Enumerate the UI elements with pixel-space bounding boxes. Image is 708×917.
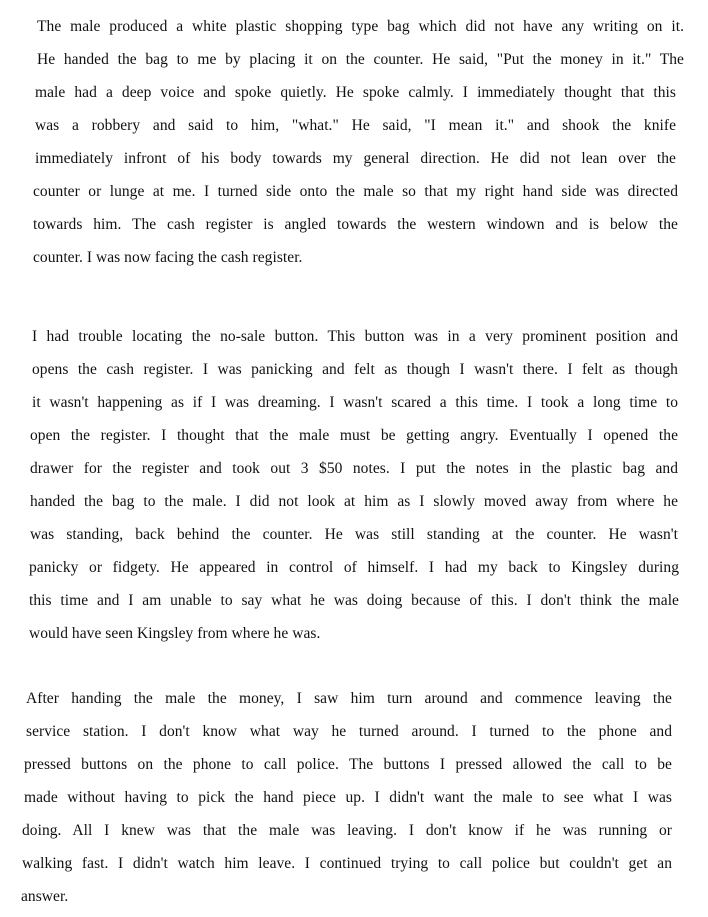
text-line: male had a deep voice and spoke quietly. He spoke calmly. I immediately thought that this xyxy=(35,84,676,101)
text-line: handed the bag to the male. I did not look at him as I slowly moved away from where he xyxy=(30,493,678,510)
text-line: towards him. The cash register is angled towards the western windown and is below the xyxy=(33,216,678,233)
text-line: doing. All I knew was that the male was leaving. I don't know if he was running or xyxy=(22,822,672,839)
text-line: was standing, back behind the counter. He was still standing at the counter. He wasn't xyxy=(30,526,678,543)
text-line: counter. I was now facing the cash register. xyxy=(33,249,303,266)
text-line: walking fast. I didn't watch him leave. I continued trying to call police but couldn't get an xyxy=(22,855,672,872)
text-line: counter or lunge at me. I turned side onto the male so that my right hand side was directed xyxy=(33,183,678,200)
paragraph-robbery-demand xyxy=(33,10,684,274)
text-line: immediately infront of his body towards my general direction. He did not lean over the xyxy=(35,150,676,167)
text-line: The male produced a white plastic shopping type bag which did not have any writing on it. xyxy=(37,18,684,35)
text-line: pressed buttons on the phone to call police. The buttons I pressed allowed the call to be xyxy=(24,756,672,773)
text-line: made without having to pick the hand piece up. I didn't want the male to see what I was xyxy=(24,789,672,806)
paragraph-cash-register xyxy=(29,320,679,650)
text-line: service station. I don't know what way he turned around. I turned to the phone and xyxy=(26,723,672,740)
text-line: was a robbery and said to him, "what." He said, "I mean it." and shook the knife xyxy=(35,117,676,134)
text-line: opens the cash register. I was panicking and felt as though I wasn't there. I felt as though xyxy=(32,361,678,378)
text-line: I had trouble locating the no-sale button. This button was in a very prominent position and xyxy=(32,328,678,345)
text-line: panicky or fidgety. He appeared in control of himself. I had my back to Kingsley during xyxy=(29,559,679,576)
text-line: this time and I am unable to say what he was doing because of this. I don't think the male xyxy=(29,592,679,609)
text-line: would have seen Kingsley from where he was. xyxy=(29,625,321,642)
text-line: answer. xyxy=(21,888,69,905)
paragraph-calling-police xyxy=(21,682,672,913)
text-line: He handed the bag to me by placing it on the counter. He said, "Put the money in it." The xyxy=(37,51,684,68)
text-line: After handing the male the money, I saw him turn around and commence leaving the xyxy=(26,690,672,707)
text-line: open the register. I thought that the male must be getting angry. Eventually I opened the xyxy=(30,427,678,444)
text-line: it wasn't happening as if I was dreaming. I wasn't scared a this time. I took a long time to xyxy=(32,394,678,411)
text-line: drawer for the register and took out 3 $50 notes. I put the notes in the plastic bag and xyxy=(30,460,678,477)
